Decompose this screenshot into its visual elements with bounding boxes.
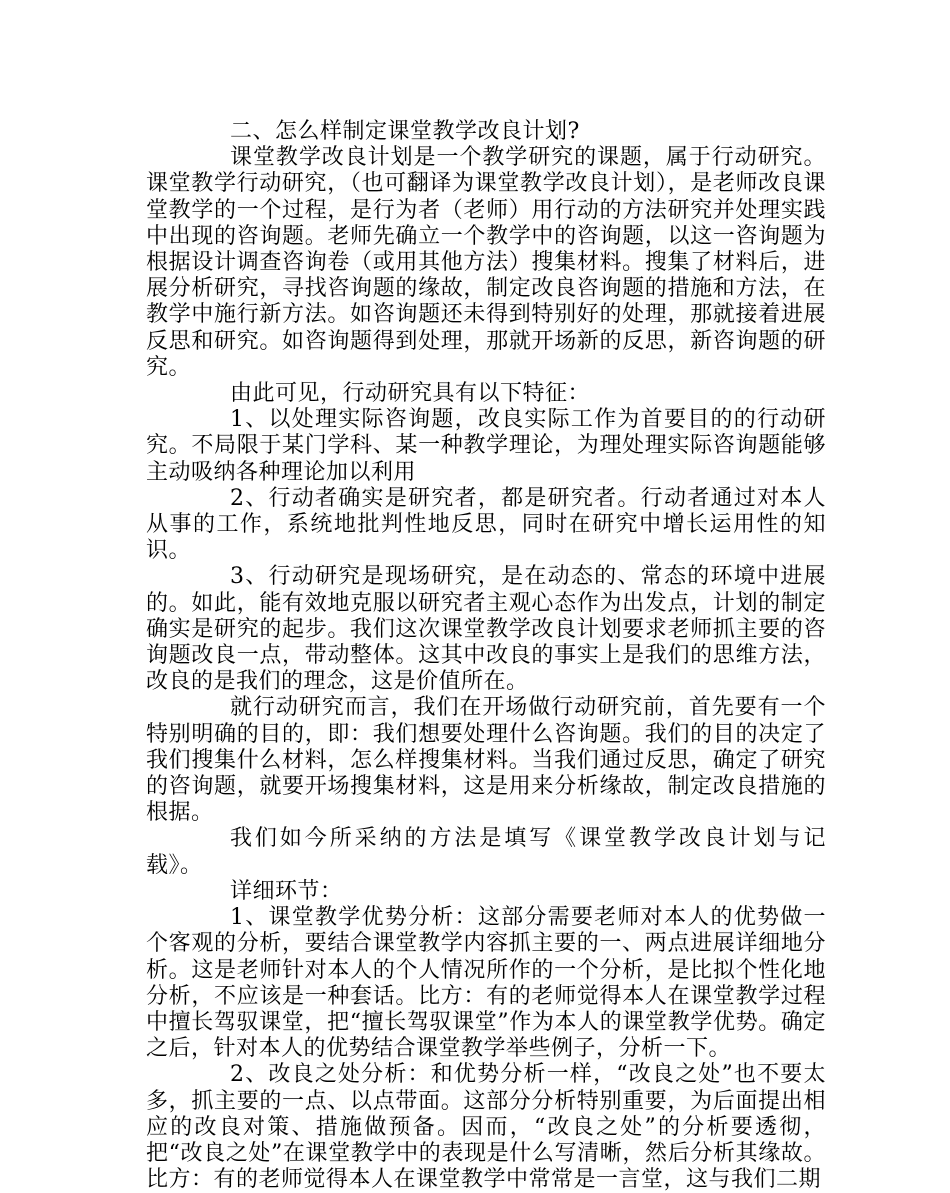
paragraph-steps-heading: 详细环节： [230,878,343,904]
paragraph-goal: 就行动研究而言，我们在开场做行动研究前，首先要有一个特别明确的目的，即：我们想要处理什么咨询题。我们的目的决定了我们搜集什么材料，怎么样搜集材料。当我们通过反思，确定了研究的咨询题，就要开场搜集材料，这是用来分析缘故，制定改良措施的根据。 [146,695,826,826]
paragraph-step-2: 2、改良之处分析：和优势分析一样，“改良之处”也不要太多，抓主要的一点、以点带面。这部分分析特别重要，为后面提出相应的改良对策、措施做预备。因而，“改良之处”的分析要透彻，把“改良之处”在课堂教学中的表现是什么写清晰，然后分析其缘故。比方：有的老师觉得本人在课堂教学中常常是一言堂，这与我们二期 [146,1062,826,1193]
paragraph-features-lead: 由此可见，行动研究具有以下特征： [230,381,591,407]
paragraph-feature-3: 3、行动研究是现场研究，是在动态的、常态的环境中进展的。如此，能有效地克服以研究者主观心态作为出发点，计划的制定确实是研究的起步。我们这次课堂教学改良计划要求老师抓主要的咨询题改良一点，带动整体。这其中改良的事实上是我们的思维方法，改良的是我们的理念，这是价值所在。 [146,564,826,695]
paragraph-feature-1: 1、以处理实际咨询题，改良实际工作为首要目的的行动研究。不局限于某门学科、某一种教学理论，为理处理实际咨询题能够主动吸纳各种理论加以利用 [146,407,826,485]
section-heading: 二、怎么样制定课堂教学改良计划? [230,119,580,144]
paragraph-intro: 课堂教学改良计划是一个教学研究的课题，属于行动研究。课堂教学行动研究，（也可翻译为课堂教学改良计划），是老师改良课堂教学的一个过程，是行为者（老师）用行动的方法研究并处理实践中出现的咨询题。老师先确立一个教学中的咨询题，以这一咨询题为根据设计调查咨询卷（或用其他方法）搜集材料。搜集了材料后，进展分析研究，寻找咨询题的缘故，制定改良咨询题的措施和方法，在教学中施行新方法。如咨询题还未得到特别好的处理，那就接着进展反思和研究。如咨询题得到处理，那就开场新的反思，新咨询题的研究。 [146,145,826,380]
document-body [146,119,826,1193]
paragraph-feature-2: 2、行动者确实是研究者，都是研究者。行动者通过对本人从事的工作，系统地批判性地反思，同时在研究中增长运用性的知识。 [146,485,826,564]
paragraph-step-1: 1、课堂教学优势分析：这部分需要老师对本人的优势做一个客观的分析，要结合课堂教学内容抓主要的一、两点进展详细地分析。这是老师针对本人的个人情况所作的一个分析，是比拟个性化地分析，不应该是一种套话。比方：有的老师觉得本人在课堂教学过程中擅长驾驭课堂，把“擅长驾驭课堂”作为本人的课堂教学优势。确定之后，针对本人的优势结合课堂教学举些例子，分析一下。 [146,905,826,1062]
paragraph-method: 我们如今所采纳的方法是填写《课堂教学改良计划与记载》。 [146,826,826,878]
